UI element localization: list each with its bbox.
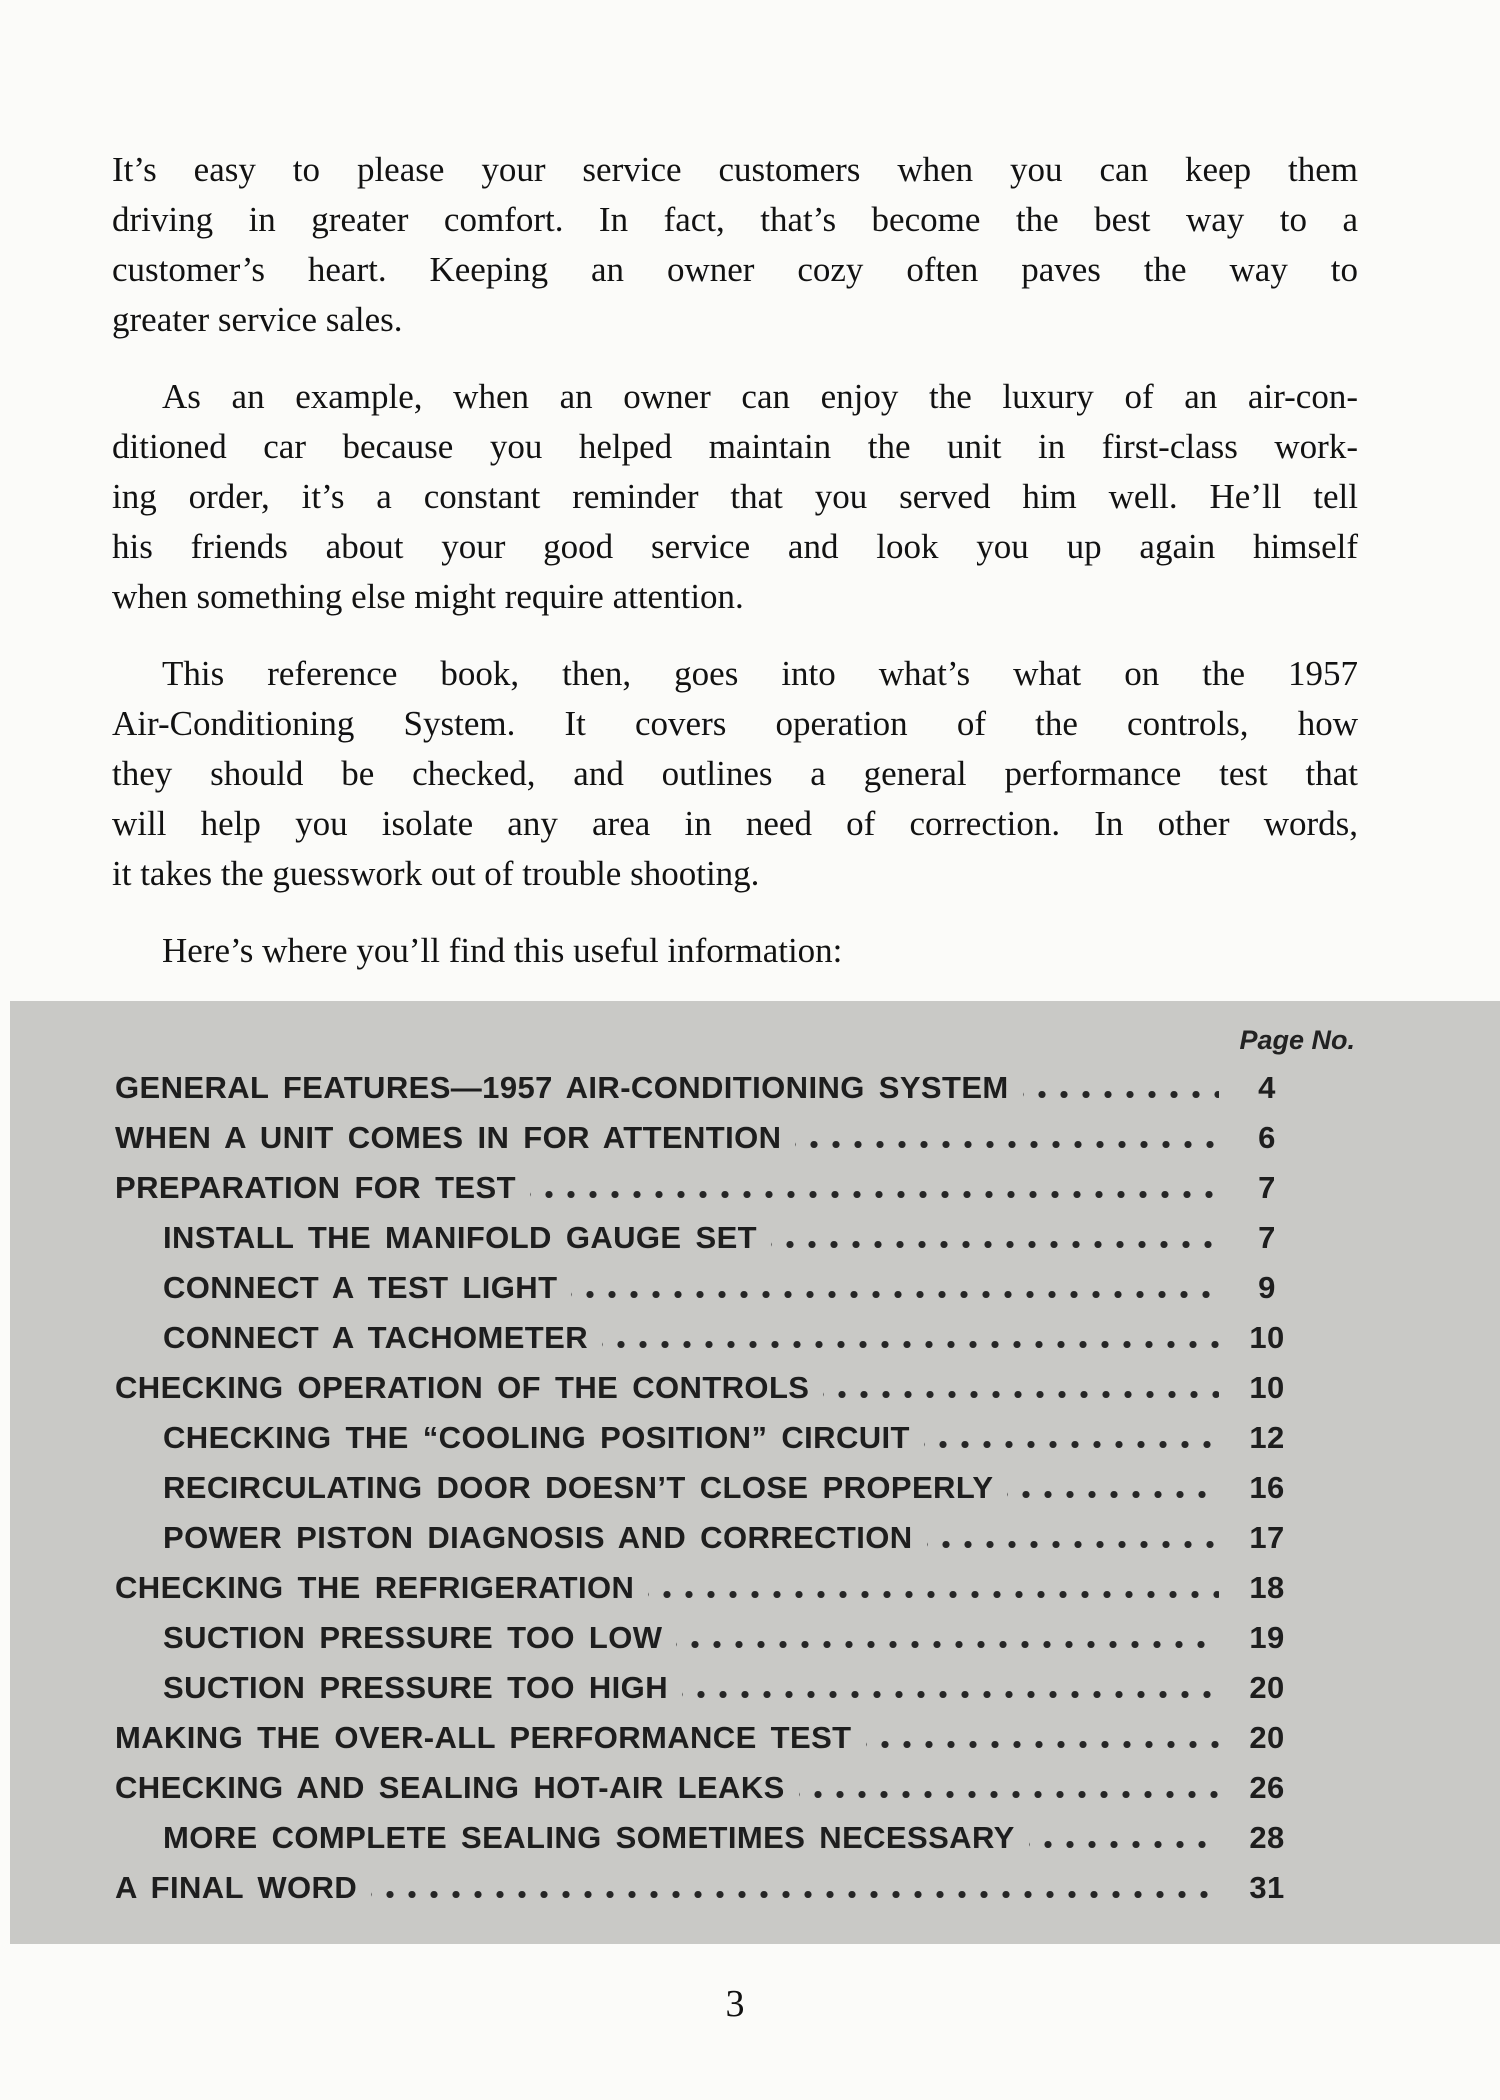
toc-box (10, 1001, 1500, 1944)
toc-entry-page: 16 (1249, 1470, 1285, 1505)
toc-entry-page: 19 (1249, 1620, 1285, 1655)
dot-leader (799, 1791, 1219, 1798)
dot-leader (924, 1441, 1219, 1448)
toc-row (115, 1713, 1500, 1763)
dot-leader (571, 1291, 1219, 1298)
text-line: Air-Conditioning System. It covers operation of the controls, how (112, 704, 1358, 743)
toc-row (115, 1463, 1500, 1513)
toc-entry-page: 10 (1249, 1370, 1285, 1405)
toc-row (115, 1113, 1500, 1163)
toc-entry-label: CHECKING AND SEALING HOT-AIR LEAKS (115, 1770, 785, 1805)
paragraph (112, 649, 1358, 899)
dot-leader (866, 1741, 1219, 1748)
toc-rows (115, 1063, 1500, 1913)
toc-entry-label: SUCTION PRESSURE TOO HIGH (163, 1670, 668, 1705)
toc-row (115, 1263, 1500, 1313)
text-line: when something else might require attention. (112, 577, 744, 616)
toc-entry-label: CONNECT A TEST LIGHT (163, 1270, 558, 1305)
toc-row (115, 1563, 1500, 1613)
text-line: they should be checked, and outlines a general performance test that (112, 754, 1358, 793)
toc-row (115, 1663, 1500, 1713)
paragraph (112, 926, 1358, 976)
toc-entry-page: 26 (1249, 1770, 1285, 1805)
toc-entry-label: WHEN A UNIT COMES IN FOR ATTENTION (115, 1120, 782, 1155)
toc-row (115, 1413, 1500, 1463)
dot-leader (1029, 1841, 1219, 1848)
dot-leader (676, 1641, 1219, 1648)
toc-entry-label: POWER PISTON DIAGNOSIS AND CORRECTION (163, 1520, 913, 1555)
text-line: Here’s where you’ll find this useful information: (162, 931, 843, 970)
dot-leader (371, 1891, 1219, 1898)
toc-entry-label: CHECKING THE REFRIGERATION (115, 1570, 635, 1605)
toc-entry-page: 6 (1258, 1120, 1276, 1155)
paragraph (112, 145, 1358, 345)
dot-leader (648, 1591, 1219, 1598)
toc-entry-page: 20 (1249, 1720, 1285, 1755)
toc-entry-label: GENERAL FEATURES—1957 AIR-CONDITIONING SYSTEM (115, 1070, 1009, 1105)
text-line: As an example, when an owner can enjoy the luxury of an air-con- (162, 377, 1358, 416)
toc-entry-label: A FINAL WORD (115, 1870, 358, 1905)
toc-entry-page: 17 (1249, 1520, 1285, 1555)
dot-leader (795, 1141, 1219, 1148)
toc-row (115, 1363, 1500, 1413)
toc-entry-label: CONNECT A TACHOMETER (163, 1320, 588, 1355)
intro-text (112, 145, 1358, 1003)
toc-entry-label: MORE COMPLETE SEALING SOMETIMES NECESSARY (163, 1820, 1015, 1855)
text-line: his friends about your good service and look you up again himself (112, 527, 1358, 566)
dot-leader (1007, 1491, 1219, 1498)
dot-leader (1023, 1091, 1219, 1098)
text-line: ing order, it’s a constant reminder that you served him well. He’ll tell (112, 477, 1358, 516)
toc-entry-label: CHECKING THE “COOLING POSITION” CIRCUIT (163, 1420, 910, 1455)
toc-row (115, 1863, 1500, 1913)
text-line: will help you isolate any area in need of correction. In other words, (112, 804, 1358, 843)
toc-row (115, 1163, 1500, 1213)
toc-page-no-header: Page No. (1239, 1025, 1355, 1055)
toc-row (115, 1313, 1500, 1363)
toc-entry-page: 7 (1258, 1170, 1276, 1205)
toc-row (115, 1513, 1500, 1563)
toc-entry-label: INSTALL THE MANIFOLD GAUGE SET (163, 1220, 758, 1255)
toc-entry-page: 9 (1258, 1270, 1276, 1305)
toc-row (115, 1763, 1500, 1813)
dot-leader (682, 1691, 1219, 1698)
paragraph (112, 372, 1358, 622)
page-number: 3 (725, 1983, 745, 2025)
toc-row (115, 1063, 1500, 1113)
text-line: ditioned car because you helped maintain the unit in first-class work- (112, 427, 1358, 466)
toc-entry-page: 18 (1249, 1570, 1285, 1605)
text-line: It’s easy to please your service customers when you can keep them (112, 150, 1358, 189)
text-line: it takes the guesswork out of trouble shooting. (112, 854, 760, 893)
toc-row (115, 1613, 1500, 1663)
toc-entry-label: CHECKING OPERATION OF THE CONTROLS (115, 1370, 810, 1405)
toc-entry-page: 12 (1249, 1420, 1285, 1455)
toc-entry-label: RECIRCULATING DOOR DOESN’T CLOSE PROPERLY (163, 1470, 994, 1505)
dot-leader (530, 1191, 1219, 1198)
text-line: greater service sales. (112, 300, 403, 339)
dot-leader (771, 1241, 1219, 1248)
dot-leader (927, 1541, 1219, 1548)
toc-entry-page: 4 (1258, 1070, 1276, 1105)
toc-row (115, 1213, 1500, 1263)
toc-entry-page: 28 (1249, 1820, 1285, 1855)
text-line: customer’s heart. Keeping an owner cozy often paves the way to (112, 250, 1358, 289)
text-line: driving in greater comfort. In fact, that’s become the best way to a (112, 200, 1358, 239)
toc-entry-label: MAKING THE OVER-ALL PERFORMANCE TEST (115, 1720, 852, 1755)
toc-entry-page: 10 (1249, 1320, 1285, 1355)
toc-row (115, 1813, 1500, 1863)
text-line: This reference book, then, goes into what’s what on the 1957 (162, 654, 1358, 693)
toc-entry-page: 7 (1258, 1220, 1276, 1255)
toc-entry-label: PREPARATION FOR TEST (115, 1170, 516, 1205)
toc-entry-page: 20 (1249, 1670, 1285, 1705)
toc-entry-page: 31 (1249, 1870, 1285, 1905)
toc-entry-label: SUCTION PRESSURE TOO LOW (163, 1620, 663, 1655)
dot-leader (823, 1391, 1219, 1398)
dot-leader (602, 1341, 1219, 1348)
